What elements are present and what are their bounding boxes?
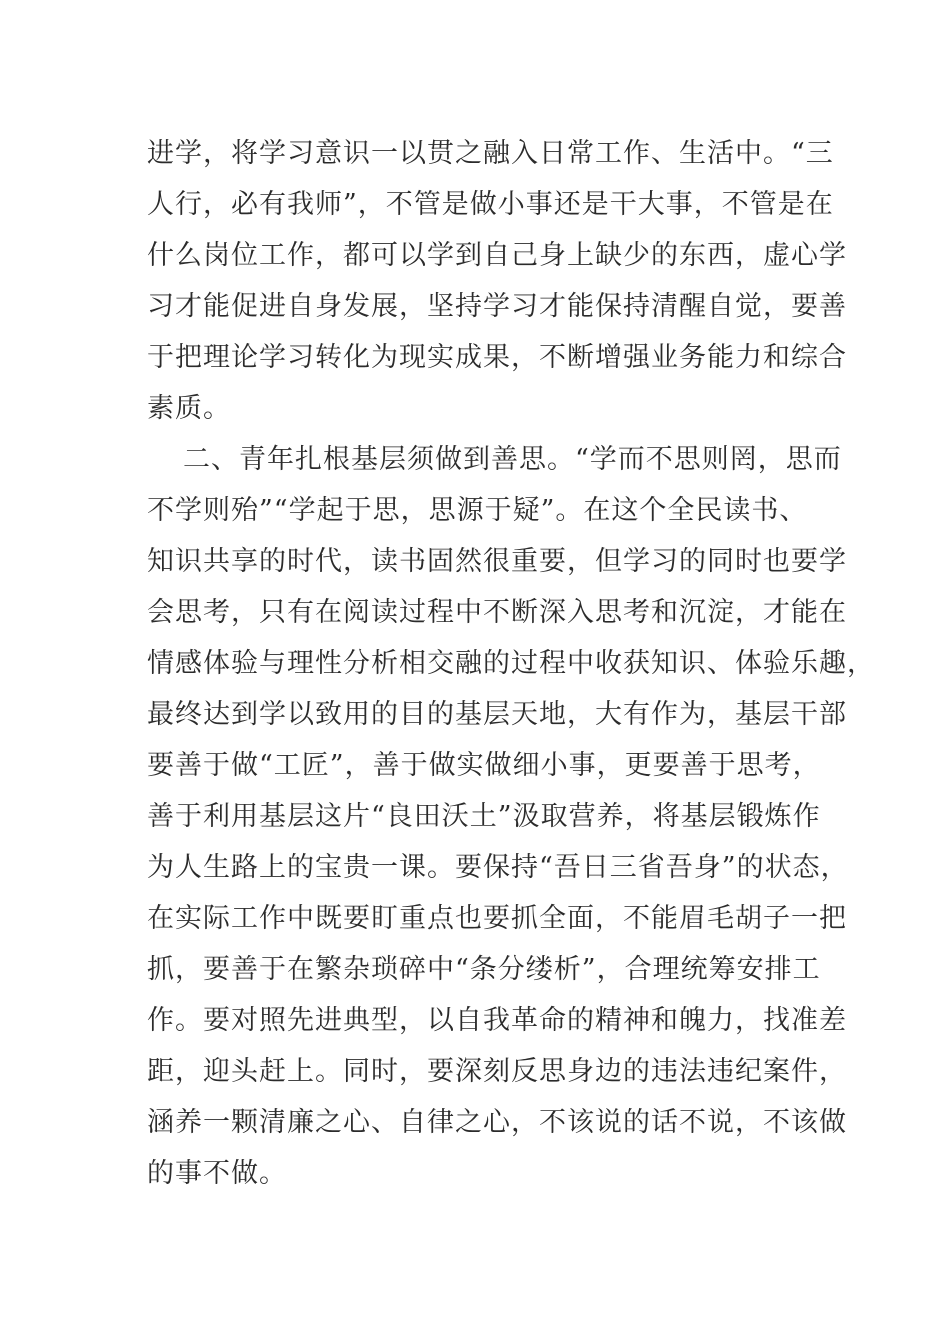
paragraph-line: 二、青年扎根基层须做到善思。“学而不思则罔，思而 — [183, 444, 842, 475]
paragraph-line: 为人生路上的宝贵一课。要保持“吾日三省吾身”的状态， — [147, 852, 849, 883]
paragraph-line: 的事不做。 — [147, 1158, 287, 1189]
paragraph-line: 作。要对照先进典型，以自我革命的精神和魄力，找准差 — [147, 1005, 847, 1036]
paragraph-line: 最终达到学以致用的目的基层天地，大有作为，基层干部 — [147, 699, 847, 730]
paragraph-line: 不学则殆”“学起于思，思源于疑”。在这个全民读书、 — [147, 495, 808, 526]
paragraph-line: 抓，要善于在繁杂琐碎中“条分缕析”，合理统筹安排工 — [147, 954, 821, 985]
paragraph-1 — [147, 128, 847, 434]
paragraph-line: 情感体验与理性分析相交融的过程中收获知识、体验乐趣， — [147, 648, 875, 679]
paragraph-line: 善于利用基层这片“良田沃土”汲取营养，将基层锻炼作 — [147, 801, 821, 832]
paragraph-line: 进学，将学习意识一以贯之融入日常工作、生活中。“三 — [147, 138, 834, 169]
paragraph-2 — [147, 434, 875, 1199]
paragraph-line: 在实际工作中既要盯重点也要抓全面，不能眉毛胡子一把 — [147, 903, 847, 934]
paragraph-line: 素质。 — [147, 393, 231, 424]
paragraph-line: 要善于做“工匠”，善于做实做细小事，更要善于思考， — [147, 750, 821, 781]
paragraph-line: 什么岗位工作，都可以学到自己身上缺少的东西，虚心学 — [147, 240, 847, 271]
paragraph-line: 距，迎头赶上。同时，要深刻反思身边的违法违纪案件， — [147, 1056, 847, 1087]
paragraph-line: 人行，必有我师”，不管是做小事还是干大事，不管是在 — [147, 189, 834, 220]
paragraph-line: 知识共享的时代，读书固然很重要，但学习的同时也要学 — [147, 546, 847, 577]
paragraph-line: 涵养一颗清廉之心、自律之心，不该说的话不说，不该做 — [147, 1107, 847, 1138]
paragraph-line: 于把理论学习转化为现实成果，不断增强业务能力和综合 — [147, 342, 847, 373]
paragraph-line: 习才能促进自身发展，坚持学习才能保持清醒自觉，要善 — [147, 291, 847, 322]
paragraph-line: 会思考，只有在阅读过程中不断深入思考和沉淀，才能在 — [147, 597, 847, 628]
